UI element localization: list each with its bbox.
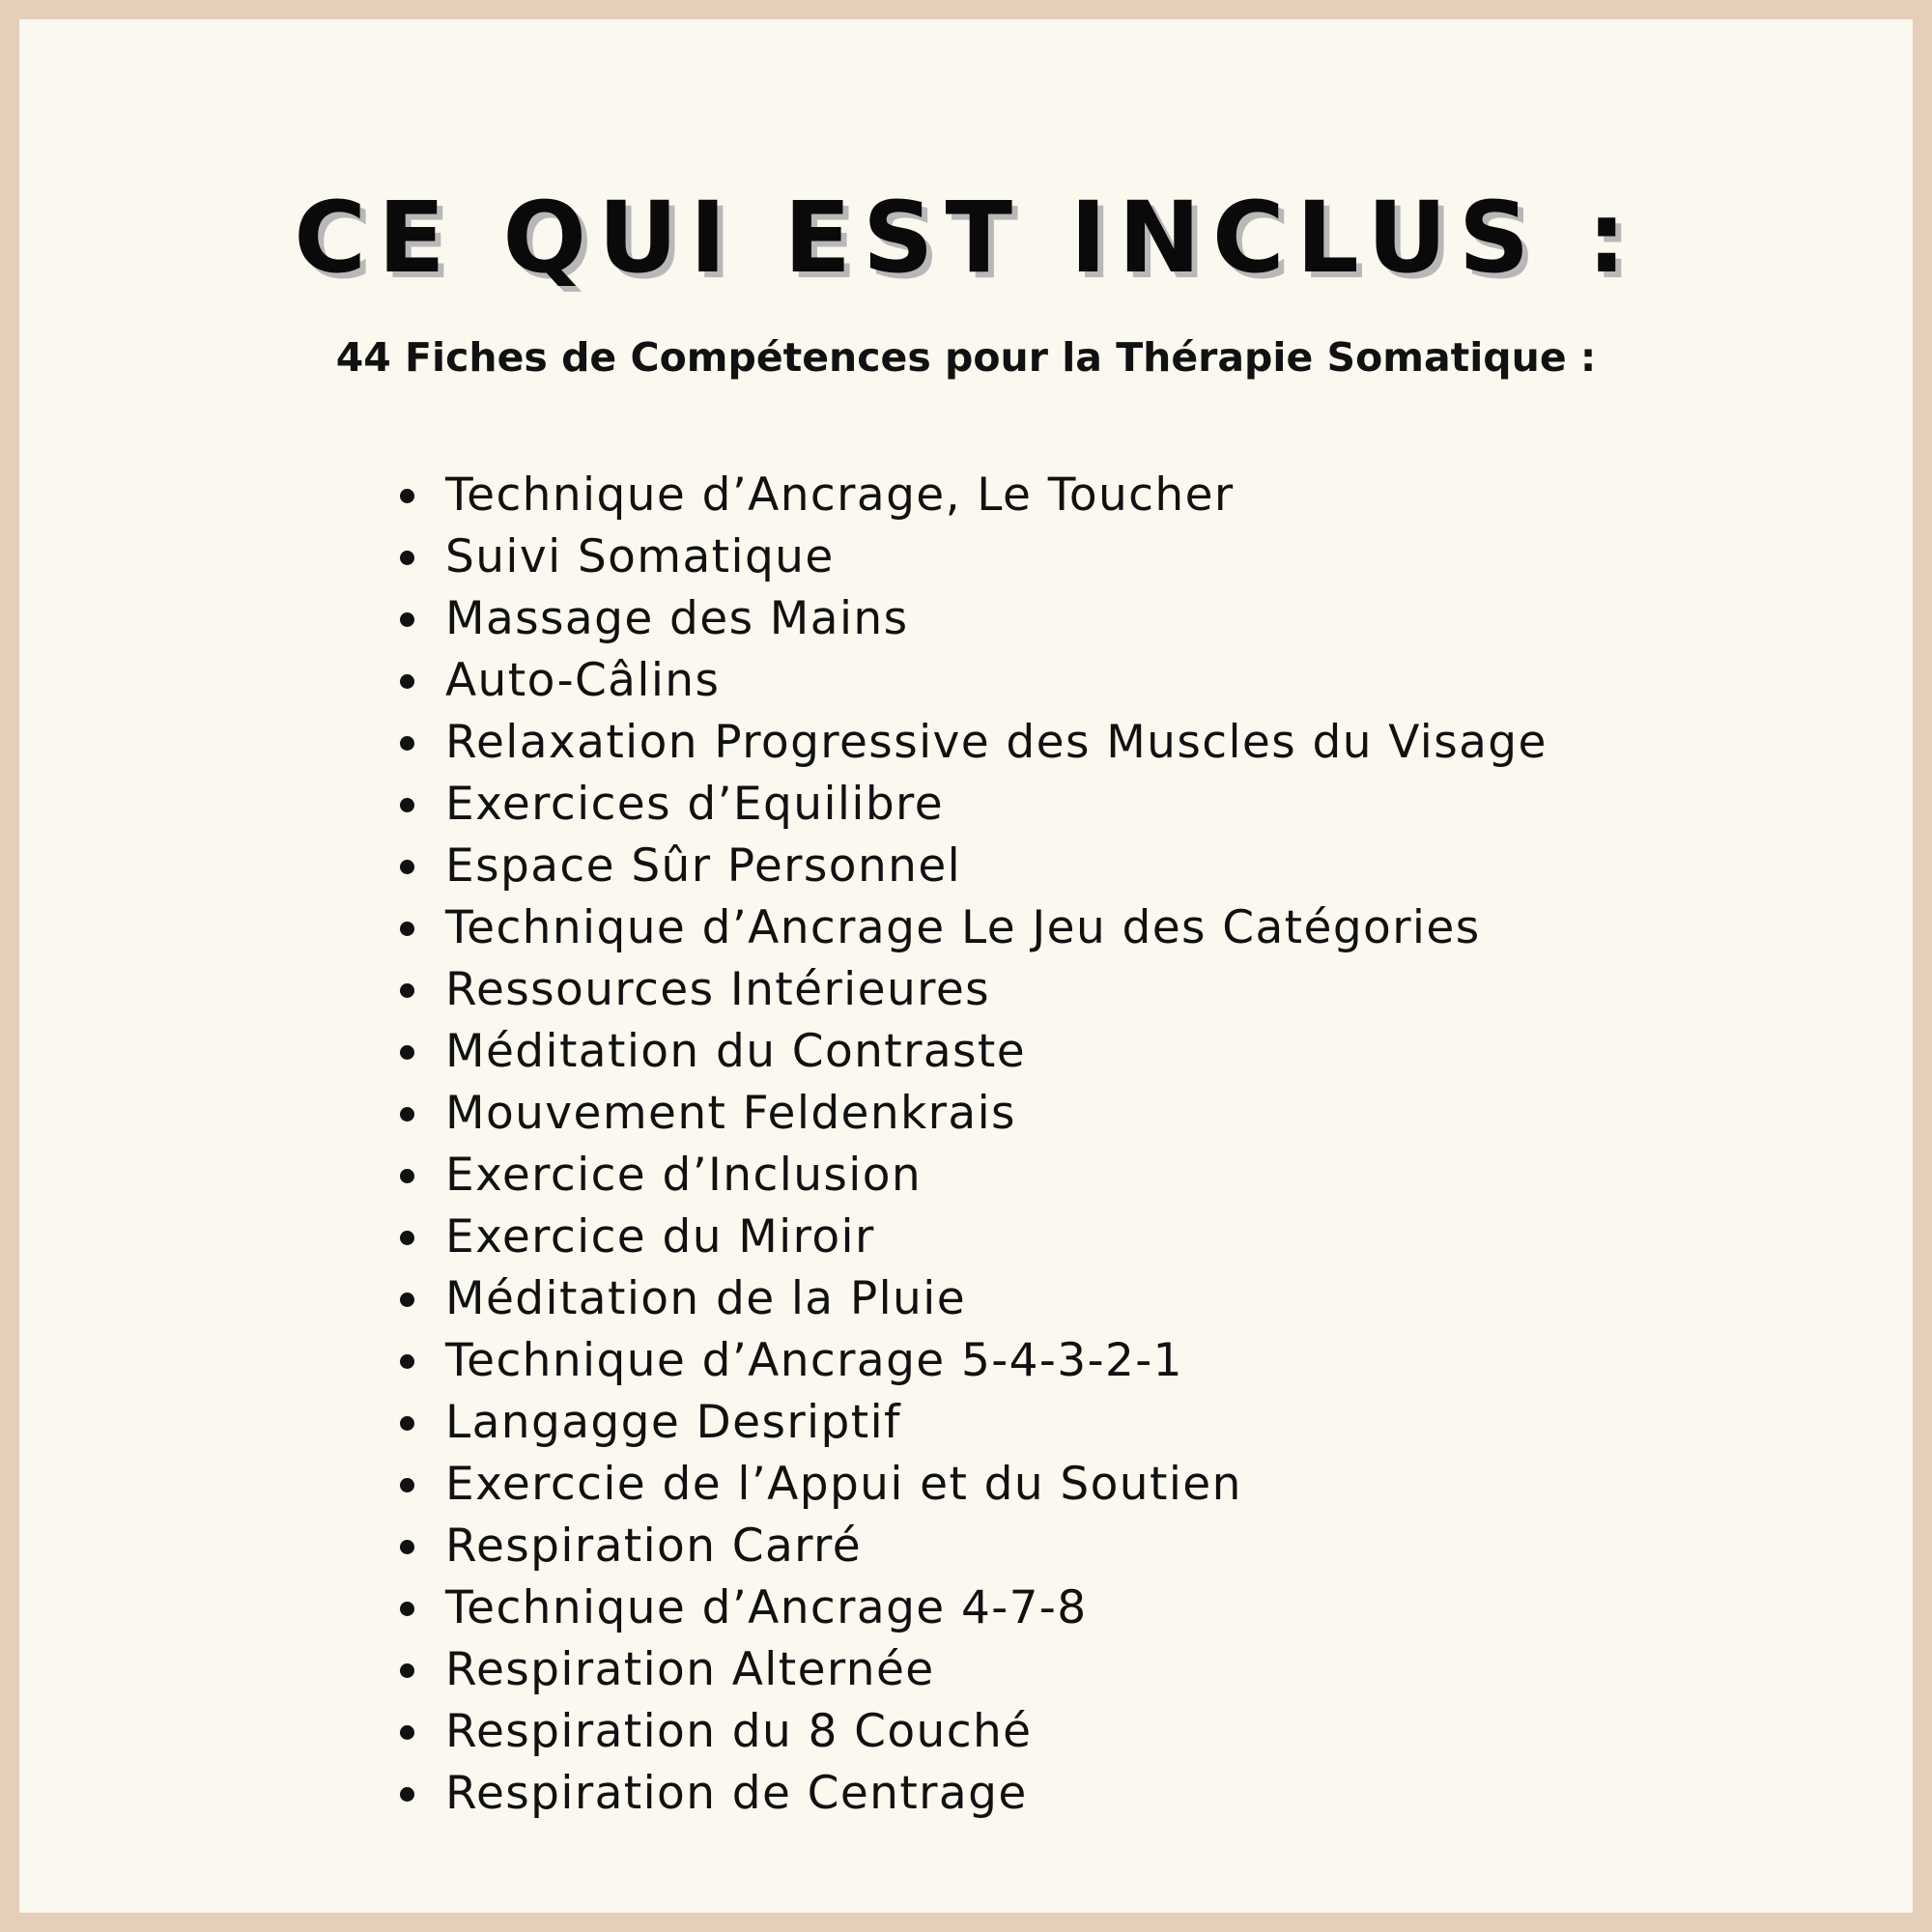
bullet-icon [400, 1169, 414, 1183]
bullet-icon [400, 612, 414, 627]
bullet-icon [400, 489, 414, 503]
bullet-icon [400, 1354, 414, 1369]
bullet-icon [400, 983, 414, 998]
list-item [425, 774, 1548, 836]
list-item-label: Relaxation Progressive des Muscles du Visage [445, 716, 1548, 769]
bullet-icon [400, 1045, 414, 1060]
bullet-icon [400, 551, 414, 565]
list-item [425, 1763, 1548, 1825]
list-item-label: Exercice d’Inclusion [445, 1149, 923, 1202]
bullet-icon [400, 922, 414, 936]
list-item [425, 588, 1548, 650]
list-item-label: Langagge Desriptif [445, 1396, 901, 1449]
list-item-label: Respiration de Centrage [445, 1767, 1028, 1820]
page-subtitle: 44 Fiches de Compétences pour la Thérapie Somatique : [335, 334, 1597, 381]
list-item [425, 1145, 1548, 1207]
list-item [425, 1392, 1548, 1454]
list-item [425, 1268, 1548, 1330]
list-item [425, 1516, 1548, 1577]
bullet-icon [400, 1293, 414, 1307]
list-item-label: Exerccie de l’Appui et du Soutien [445, 1458, 1242, 1511]
list-item-label: Méditation du Contraste [445, 1025, 1027, 1078]
list-item [425, 959, 1548, 1021]
list-item [425, 465, 1548, 526]
list-item [425, 1021, 1548, 1083]
list-item-label: Ressources Intérieures [445, 963, 991, 1016]
list-item [425, 1207, 1548, 1268]
list-item [425, 526, 1548, 588]
bullet-icon [400, 1107, 414, 1122]
page-frame [19, 19, 1913, 1913]
bullet-icon [400, 860, 414, 874]
bullet-icon [400, 1602, 414, 1616]
list-item-label: Respiration du 8 Couché [445, 1705, 1033, 1758]
list-item-label: Massage des Mains [445, 592, 909, 645]
list-item [425, 1639, 1548, 1701]
list-item [425, 1577, 1548, 1639]
list-item-label: Exercices d’Equilibre [445, 778, 945, 831]
bullet-icon [400, 1478, 414, 1492]
list-item [425, 650, 1548, 712]
list-item-label: Auto-Câlins [445, 654, 721, 707]
list-item-label: Technique d’Ancrage 5-4-3-2-1 [445, 1334, 1183, 1387]
skills-list [425, 465, 1548, 1825]
bullet-icon [400, 1663, 414, 1678]
list-item-label: Technique d’Ancrage Le Jeu des Catégories [445, 901, 1481, 954]
list-item [425, 1083, 1548, 1145]
list-item-label: Respiration Alternée [445, 1643, 935, 1696]
bullet-icon [400, 736, 414, 751]
bullet-icon [400, 674, 414, 689]
list-item-label: Suivi Somatique [445, 530, 835, 583]
list-item-label: Espace Sûr Personnel [445, 839, 962, 893]
bullet-icon [400, 1787, 414, 1802]
bullet-icon [400, 1231, 414, 1245]
bullet-icon [400, 1725, 414, 1740]
list-item-label: Méditation de la Pluie [445, 1272, 967, 1325]
bullet-icon [400, 1540, 414, 1554]
list-item [425, 1454, 1548, 1516]
bullet-icon [400, 1416, 414, 1431]
list-item [425, 1330, 1548, 1392]
list-item-label: Technique d’Ancrage, Le Toucher [445, 469, 1235, 522]
list-item [425, 1701, 1548, 1763]
page-title: CE QUI EST INCLUS : [294, 181, 1638, 296]
list-item-label: Exercice du Miroir [445, 1210, 875, 1264]
list-item [425, 836, 1548, 897]
list-item [425, 712, 1548, 774]
list-item-label: Respiration Carré [445, 1520, 863, 1573]
list-item-label: Technique d’Ancrage 4-7-8 [445, 1581, 1088, 1634]
bullet-icon [400, 798, 414, 812]
list-item [425, 897, 1548, 959]
list-item-label: Mouvement Feldenkrais [445, 1087, 1016, 1140]
